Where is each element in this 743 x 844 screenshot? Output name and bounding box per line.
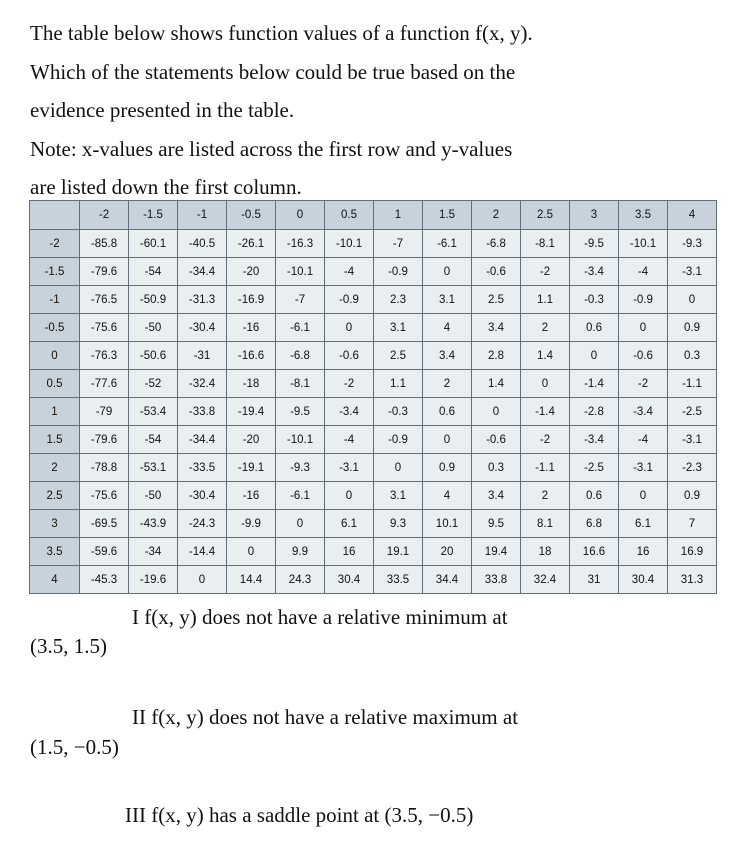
table-cell: 0.3 bbox=[668, 342, 717, 370]
table-cell: -9.3 bbox=[668, 230, 717, 258]
x-value-header: 3.5 bbox=[619, 201, 668, 230]
table-cell: -6.8 bbox=[472, 230, 521, 258]
table-cell: -53.1 bbox=[129, 454, 178, 482]
table-cell: -4 bbox=[325, 426, 374, 454]
table-cell: -3.4 bbox=[570, 426, 619, 454]
table-cell: 2.8 bbox=[472, 342, 521, 370]
table-cell: -33.8 bbox=[178, 398, 227, 426]
table-cell: -31.3 bbox=[178, 286, 227, 314]
table-cell: 9.3 bbox=[374, 510, 423, 538]
table-cell: -7 bbox=[374, 230, 423, 258]
x-value-header: 1.5 bbox=[423, 201, 472, 230]
table-cell: -9.9 bbox=[227, 510, 276, 538]
table-cell: 0.9 bbox=[668, 482, 717, 510]
table-cell: -34 bbox=[129, 538, 178, 566]
statement-1-line-2: (3.5, 1.5) bbox=[30, 634, 107, 658]
table-cell: 30.4 bbox=[619, 566, 668, 594]
table-cell: -24.3 bbox=[178, 510, 227, 538]
table-cell: -52 bbox=[129, 370, 178, 398]
table-cell: 8.1 bbox=[521, 510, 570, 538]
table-cell: 0 bbox=[325, 314, 374, 342]
table-cell: 32.4 bbox=[521, 566, 570, 594]
table-cell: 16.6 bbox=[570, 538, 619, 566]
table-cell: 6.8 bbox=[570, 510, 619, 538]
intro-line-2: Which of the statements below could be true based on the bbox=[30, 59, 516, 84]
table-cell: -30.4 bbox=[178, 482, 227, 510]
x-value-header: 4 bbox=[668, 201, 717, 230]
table-cell: -0.3 bbox=[570, 286, 619, 314]
table-cell: -7 bbox=[276, 286, 325, 314]
table-cell: -6.8 bbox=[276, 342, 325, 370]
table-cell: -77.6 bbox=[80, 370, 129, 398]
table-cell: -69.5 bbox=[80, 510, 129, 538]
table-cell: -6.1 bbox=[423, 230, 472, 258]
table-cell: -1.4 bbox=[521, 398, 570, 426]
table-cell: -8.1 bbox=[276, 370, 325, 398]
table-cell: 2.3 bbox=[374, 286, 423, 314]
statement-3: III f(x, y) has a saddle point at (3.5, −0.5) bbox=[125, 803, 474, 827]
table-cell: 31 bbox=[570, 566, 619, 594]
problem-intro bbox=[30, 14, 730, 207]
table-cell: -16 bbox=[227, 314, 276, 342]
y-value-header: 2 bbox=[30, 454, 80, 482]
table-cell: 3.1 bbox=[374, 482, 423, 510]
table-cell: 3.1 bbox=[423, 286, 472, 314]
table-cell: -9.3 bbox=[276, 454, 325, 482]
table-cell: -60.1 bbox=[129, 230, 178, 258]
x-value-header: -0.5 bbox=[227, 201, 276, 230]
table-cell: -50.6 bbox=[129, 342, 178, 370]
x-value-header: 1 bbox=[374, 201, 423, 230]
table-cell: -4 bbox=[619, 258, 668, 286]
x-value-header: 0.5 bbox=[325, 201, 374, 230]
table-cell: 3.1 bbox=[374, 314, 423, 342]
table-cell: -50 bbox=[129, 482, 178, 510]
table-cell: 0 bbox=[276, 510, 325, 538]
table-cell: -2.5 bbox=[570, 454, 619, 482]
table-cell: -3.1 bbox=[668, 426, 717, 454]
table-row bbox=[30, 566, 717, 594]
table-cell: -75.6 bbox=[80, 314, 129, 342]
table-cell: 30.4 bbox=[325, 566, 374, 594]
table-cell: 0.6 bbox=[570, 482, 619, 510]
intro-line-1: The table below shows function values of a function f(x, y). bbox=[30, 21, 533, 45]
table-cell: -4 bbox=[325, 258, 374, 286]
table-cell: -76.5 bbox=[80, 286, 129, 314]
table-cell: 0 bbox=[374, 454, 423, 482]
table-cell: -20 bbox=[227, 426, 276, 454]
table-cell: 0 bbox=[619, 482, 668, 510]
table-cell: 24.3 bbox=[276, 566, 325, 594]
table-cell: -0.9 bbox=[619, 286, 668, 314]
table-cell: -40.5 bbox=[178, 230, 227, 258]
y-value-header: -0.5 bbox=[30, 314, 80, 342]
table-cell: -16 bbox=[227, 482, 276, 510]
table-cell: -8.1 bbox=[521, 230, 570, 258]
table-cell: -33.5 bbox=[178, 454, 227, 482]
table-cell: -75.6 bbox=[80, 482, 129, 510]
table-cell: -6.1 bbox=[276, 482, 325, 510]
y-value-header: 0.5 bbox=[30, 370, 80, 398]
table-cell: 0 bbox=[178, 566, 227, 594]
table-cell: 0 bbox=[325, 482, 374, 510]
table-row bbox=[30, 314, 717, 342]
table-cell: -10.1 bbox=[276, 426, 325, 454]
table-cell: -1.4 bbox=[570, 370, 619, 398]
table-cell: 9.9 bbox=[276, 538, 325, 566]
table-cell: -0.9 bbox=[325, 286, 374, 314]
y-value-header: 2.5 bbox=[30, 482, 80, 510]
table-cell: -2.3 bbox=[668, 454, 717, 482]
table-row bbox=[30, 286, 717, 314]
table-cell: 19.4 bbox=[472, 538, 521, 566]
table-cell: 0 bbox=[521, 370, 570, 398]
y-value-header: -2 bbox=[30, 230, 80, 258]
table-cell: -19.1 bbox=[227, 454, 276, 482]
table-row bbox=[30, 426, 717, 454]
table-cell: -34.4 bbox=[178, 426, 227, 454]
table-cell: 16 bbox=[619, 538, 668, 566]
table-cell: -18 bbox=[227, 370, 276, 398]
table-row bbox=[30, 398, 717, 426]
table-cell: -16.9 bbox=[227, 286, 276, 314]
table-row bbox=[30, 510, 717, 538]
x-value-header: 2.5 bbox=[521, 201, 570, 230]
table-cell: 0.6 bbox=[570, 314, 619, 342]
table-cell: -2 bbox=[521, 258, 570, 286]
table-cell: 33.5 bbox=[374, 566, 423, 594]
table-cell: -3.4 bbox=[619, 398, 668, 426]
table-row bbox=[30, 538, 717, 566]
y-value-header: -1.5 bbox=[30, 258, 80, 286]
table-row bbox=[30, 230, 717, 258]
table-cell: -20 bbox=[227, 258, 276, 286]
table-cell: 6.1 bbox=[619, 510, 668, 538]
table-cell: -4 bbox=[619, 426, 668, 454]
table-cell: -10.1 bbox=[276, 258, 325, 286]
table-cell: 0.6 bbox=[423, 398, 472, 426]
table-cell: 31.3 bbox=[668, 566, 717, 594]
table-cell: -53.4 bbox=[129, 398, 178, 426]
table-cell: 3.4 bbox=[472, 314, 521, 342]
table-cell: -0.3 bbox=[374, 398, 423, 426]
table-row bbox=[30, 370, 717, 398]
table-cell: -43.9 bbox=[129, 510, 178, 538]
x-value-header: -2 bbox=[80, 201, 129, 230]
table-cell: 19.1 bbox=[374, 538, 423, 566]
table-cell: -50.9 bbox=[129, 286, 178, 314]
table-cell: -16.3 bbox=[276, 230, 325, 258]
y-value-header: 4 bbox=[30, 566, 80, 594]
table-cell: -79.6 bbox=[80, 426, 129, 454]
table-cell: -3.4 bbox=[570, 258, 619, 286]
x-value-header: 2 bbox=[472, 201, 521, 230]
table-cell: -3.1 bbox=[325, 454, 374, 482]
table-cell: 14.4 bbox=[227, 566, 276, 594]
table-cell: 3.4 bbox=[472, 482, 521, 510]
statement-2-line-1: II f(x, y) does not have a relative maximum at bbox=[132, 705, 519, 729]
table-cell: 0 bbox=[227, 538, 276, 566]
table-cell: -2.5 bbox=[668, 398, 717, 426]
table-header-row bbox=[30, 201, 717, 230]
statement-1-line-1: I f(x, y) does not have a relative minimum at bbox=[132, 605, 508, 629]
table-cell: -1.1 bbox=[521, 454, 570, 482]
table-cell: -6.1 bbox=[276, 314, 325, 342]
y-value-header: -1 bbox=[30, 286, 80, 314]
table-cell: -31 bbox=[178, 342, 227, 370]
table-cell: -0.6 bbox=[472, 426, 521, 454]
table-cell: 16.9 bbox=[668, 538, 717, 566]
table-cell: 1.4 bbox=[521, 342, 570, 370]
table-cell: 20 bbox=[423, 538, 472, 566]
function-values-table-container bbox=[29, 200, 717, 594]
table-cell: -14.4 bbox=[178, 538, 227, 566]
table-cell: -3.1 bbox=[619, 454, 668, 482]
table-cell: 34.4 bbox=[423, 566, 472, 594]
table-cell: 0 bbox=[619, 314, 668, 342]
table-row bbox=[30, 482, 717, 510]
table-cell: 4 bbox=[423, 482, 472, 510]
table-cell: -34.4 bbox=[178, 258, 227, 286]
table-cell: -2 bbox=[521, 426, 570, 454]
table-cell: 0.3 bbox=[472, 454, 521, 482]
table-cell: -76.3 bbox=[80, 342, 129, 370]
table-cell: -50 bbox=[129, 314, 178, 342]
table-cell: 2.5 bbox=[472, 286, 521, 314]
table-cell: 0 bbox=[423, 258, 472, 286]
intro-line-5: are listed down the first column. bbox=[30, 175, 302, 199]
table-cell: -85.8 bbox=[80, 230, 129, 258]
table-row bbox=[30, 342, 717, 370]
table-cell: 3.4 bbox=[423, 342, 472, 370]
table-cell: -54 bbox=[129, 426, 178, 454]
x-value-header: -1.5 bbox=[129, 201, 178, 230]
table-cell: 16 bbox=[325, 538, 374, 566]
table-cell: -9.5 bbox=[570, 230, 619, 258]
table-cell: 2 bbox=[521, 482, 570, 510]
table-cell: -3.1 bbox=[668, 258, 717, 286]
table-cell: -54 bbox=[129, 258, 178, 286]
table-row bbox=[30, 454, 717, 482]
table-cell: -19.6 bbox=[129, 566, 178, 594]
intro-line-3: evidence presented in the table. bbox=[30, 98, 295, 122]
statement-2-line-2: (1.5, −0.5) bbox=[30, 735, 119, 759]
x-value-header: -1 bbox=[178, 201, 227, 230]
table-cell: -78.8 bbox=[80, 454, 129, 482]
table-cell: 0 bbox=[423, 426, 472, 454]
table-cell: 10.1 bbox=[423, 510, 472, 538]
table-cell: -10.1 bbox=[325, 230, 374, 258]
table-cell: 33.8 bbox=[472, 566, 521, 594]
table-corner-cell bbox=[30, 201, 80, 230]
x-value-header: 0 bbox=[276, 201, 325, 230]
table-cell: 1.1 bbox=[374, 370, 423, 398]
table-row bbox=[30, 258, 717, 286]
table-cell: -0.6 bbox=[325, 342, 374, 370]
table-cell: 0 bbox=[570, 342, 619, 370]
table-cell: -9.5 bbox=[276, 398, 325, 426]
table-cell: -16.6 bbox=[227, 342, 276, 370]
table-cell: -0.6 bbox=[472, 258, 521, 286]
table-cell: -2.8 bbox=[570, 398, 619, 426]
y-value-header: 3 bbox=[30, 510, 80, 538]
x-value-header: 3 bbox=[570, 201, 619, 230]
table-cell: 7 bbox=[668, 510, 717, 538]
table-cell: 4 bbox=[423, 314, 472, 342]
table-cell: -79.6 bbox=[80, 258, 129, 286]
table-cell: 2.5 bbox=[374, 342, 423, 370]
table-cell: -26.1 bbox=[227, 230, 276, 258]
table-cell: 2 bbox=[521, 314, 570, 342]
table-cell: 18 bbox=[521, 538, 570, 566]
table-cell: -32.4 bbox=[178, 370, 227, 398]
table-cell: -2 bbox=[619, 370, 668, 398]
table-cell: -0.9 bbox=[374, 258, 423, 286]
table-cell: -79 bbox=[80, 398, 129, 426]
table-cell: -30.4 bbox=[178, 314, 227, 342]
table-cell: -0.9 bbox=[374, 426, 423, 454]
y-value-header: 1 bbox=[30, 398, 80, 426]
table-cell: -45.3 bbox=[80, 566, 129, 594]
table-cell: -1.1 bbox=[668, 370, 717, 398]
table-cell: -59.6 bbox=[80, 538, 129, 566]
intro-line-4: Note: x-values are listed across the first row and y-values bbox=[30, 136, 513, 161]
y-value-header: 1.5 bbox=[30, 426, 80, 454]
y-value-header: 0 bbox=[30, 342, 80, 370]
table-cell: 9.5 bbox=[472, 510, 521, 538]
table-cell: -19.4 bbox=[227, 398, 276, 426]
y-value-header: 3.5 bbox=[30, 538, 80, 566]
table-cell: -10.1 bbox=[619, 230, 668, 258]
table-cell: 0.9 bbox=[423, 454, 472, 482]
table-cell: 0 bbox=[472, 398, 521, 426]
table-cell: 0 bbox=[668, 286, 717, 314]
table-cell: 0.9 bbox=[668, 314, 717, 342]
table-cell: -3.4 bbox=[325, 398, 374, 426]
function-values-table bbox=[29, 200, 717, 594]
table-cell: 6.1 bbox=[325, 510, 374, 538]
table-cell: 1.4 bbox=[472, 370, 521, 398]
table-cell: 2 bbox=[423, 370, 472, 398]
table-cell: -2 bbox=[325, 370, 374, 398]
table-cell: 1.1 bbox=[521, 286, 570, 314]
table-cell: -0.6 bbox=[619, 342, 668, 370]
